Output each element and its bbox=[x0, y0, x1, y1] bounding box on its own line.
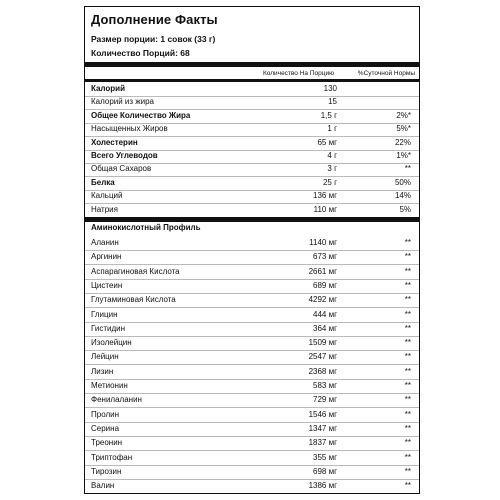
divider-thick-amino bbox=[85, 217, 419, 222]
row-daily-value: ** bbox=[404, 409, 411, 419]
row-amount: 4 г bbox=[327, 151, 337, 160]
amino-row bbox=[85, 408, 419, 423]
row-daily-value: ** bbox=[404, 452, 411, 462]
panel-title: Дополнение Факты bbox=[91, 12, 218, 27]
row-amount: 583 мг bbox=[313, 381, 337, 390]
row-amount: 3 г bbox=[327, 164, 337, 174]
amino-row bbox=[85, 236, 419, 251]
amino-profile-title: Аминокислотный Профиль bbox=[91, 223, 201, 232]
row-name: Аргинин bbox=[91, 252, 122, 262]
row-amount: 2368 мг bbox=[308, 366, 337, 376]
row-daily-value: ** bbox=[404, 323, 411, 333]
row-name: Насыщенных Жиров bbox=[91, 124, 168, 134]
amino-row bbox=[85, 250, 419, 265]
row-amount: 1509 мг bbox=[308, 338, 337, 348]
row-name: Изолейцин bbox=[91, 338, 132, 348]
amino-row bbox=[85, 308, 419, 323]
row-amount: 65 мг bbox=[317, 137, 337, 147]
row-amount: 729 мг bbox=[313, 395, 337, 405]
row-name: Натрия bbox=[91, 204, 118, 214]
row-daily-value: 50% bbox=[394, 177, 411, 187]
row-amount: 1140 мг bbox=[309, 238, 337, 247]
row-amount: 698 мг bbox=[313, 466, 337, 476]
row-name: Фенилаланин bbox=[91, 395, 142, 405]
divider-thick bbox=[85, 62, 419, 67]
amino-row bbox=[85, 479, 419, 493]
row-amount: 444 мг bbox=[313, 309, 337, 319]
amino-row bbox=[85, 393, 419, 408]
row-daily-value: ** bbox=[404, 295, 411, 305]
header-per-serving: Количество На Порцию bbox=[263, 70, 334, 77]
row-name: Белка bbox=[91, 177, 115, 187]
row-name: Лизин bbox=[91, 366, 114, 376]
row-amount: 1,5 г bbox=[320, 110, 337, 120]
servings-per-container: Количество Порций: 68 bbox=[91, 48, 190, 58]
row-amount: 25 г bbox=[322, 177, 337, 187]
row-daily-value: ** bbox=[404, 252, 411, 262]
row-name: Глутаминовая Кислота bbox=[91, 295, 176, 305]
row-amount: 15 bbox=[328, 97, 337, 107]
row-amount: 1386 мг bbox=[308, 481, 337, 491]
row-daily-value: ** bbox=[404, 338, 411, 348]
row-name: Цистеин bbox=[91, 280, 123, 290]
row-amount: 673 мг bbox=[313, 252, 337, 262]
row-daily-value: ** bbox=[404, 352, 411, 362]
row-amount: 2547 мг bbox=[308, 352, 337, 362]
row-name: Аланин bbox=[91, 238, 119, 247]
row-name: Аспарагиновая Кислота bbox=[91, 266, 180, 276]
row-daily-value: ** bbox=[404, 309, 411, 319]
row-name: Триптофан bbox=[91, 452, 133, 462]
amino-row bbox=[85, 379, 419, 394]
row-name: Серина bbox=[91, 423, 120, 433]
row-daily-value: ** bbox=[404, 280, 411, 290]
row-amount: 130 bbox=[323, 84, 337, 93]
amino-row bbox=[85, 436, 419, 451]
amino-row bbox=[85, 365, 419, 380]
amino-row bbox=[85, 336, 419, 351]
row-daily-value: 14% bbox=[394, 191, 411, 201]
row-name: Холестерин bbox=[91, 137, 138, 147]
row-name: Всего Углеводов bbox=[91, 151, 158, 160]
row-daily-value: ** bbox=[404, 266, 411, 276]
amino-row bbox=[85, 279, 419, 294]
amino-row bbox=[85, 422, 419, 437]
row-name: Валин bbox=[91, 481, 115, 491]
row-amount: 1837 мг bbox=[308, 438, 337, 448]
row-amount: 110 мг bbox=[313, 204, 337, 214]
row-amount: 1546 мг bbox=[308, 409, 337, 419]
row-daily-value: ** bbox=[404, 423, 411, 433]
row-daily-value: 22% bbox=[394, 137, 411, 147]
row-daily-value: 5% bbox=[399, 204, 411, 214]
row-name: Кальций bbox=[91, 191, 123, 201]
amino-row bbox=[85, 265, 419, 280]
row-amount: 689 мг bbox=[313, 280, 337, 290]
nutrient-row bbox=[85, 203, 419, 217]
row-amount: 2661 мг bbox=[308, 266, 337, 276]
row-name: Калорий bbox=[91, 84, 126, 93]
row-name: Треонин bbox=[91, 438, 123, 448]
header-daily-value: %Суточной Нормы bbox=[357, 70, 415, 77]
supplement-facts-panel bbox=[84, 6, 420, 494]
row-name: Гистидин bbox=[91, 323, 126, 333]
serving-size: Размер порции: 1 совок (33 г) bbox=[91, 34, 216, 44]
row-name: Метионин bbox=[91, 381, 128, 390]
row-name: Тирозин bbox=[91, 466, 122, 476]
row-name: Общее Количество Жира bbox=[91, 110, 191, 120]
amino-row bbox=[85, 322, 419, 337]
row-amount: 364 мг bbox=[313, 323, 337, 333]
row-amount: 355 мг bbox=[313, 452, 337, 462]
row-daily-value: ** bbox=[404, 238, 411, 247]
row-daily-value: ** bbox=[404, 381, 411, 390]
row-daily-value: ** bbox=[404, 366, 411, 376]
row-name: Глицин bbox=[91, 309, 118, 319]
row-amount: 1347 мг bbox=[308, 423, 337, 433]
row-amount: 1 г bbox=[327, 124, 337, 134]
row-name: Пролин bbox=[91, 409, 120, 419]
row-amount: 4292 мг bbox=[308, 295, 337, 305]
row-daily-value: ** bbox=[404, 164, 411, 174]
amino-row bbox=[85, 350, 419, 365]
row-daily-value: ** bbox=[404, 466, 411, 476]
row-daily-value: 1%* bbox=[396, 151, 411, 160]
row-daily-value: 2%* bbox=[396, 110, 411, 120]
row-name: Калорий из жира bbox=[91, 97, 155, 107]
row-amount: 136 мг bbox=[313, 191, 337, 201]
row-daily-value: 5%* bbox=[396, 124, 411, 134]
amino-row bbox=[85, 451, 419, 466]
amino-row bbox=[85, 293, 419, 308]
row-name: Общая Сахаров bbox=[91, 164, 152, 174]
row-daily-value: ** bbox=[404, 395, 411, 405]
row-daily-value: ** bbox=[404, 438, 411, 448]
row-name: Лейцин bbox=[91, 352, 119, 362]
row-daily-value: ** bbox=[404, 481, 411, 491]
amino-row bbox=[85, 465, 419, 480]
